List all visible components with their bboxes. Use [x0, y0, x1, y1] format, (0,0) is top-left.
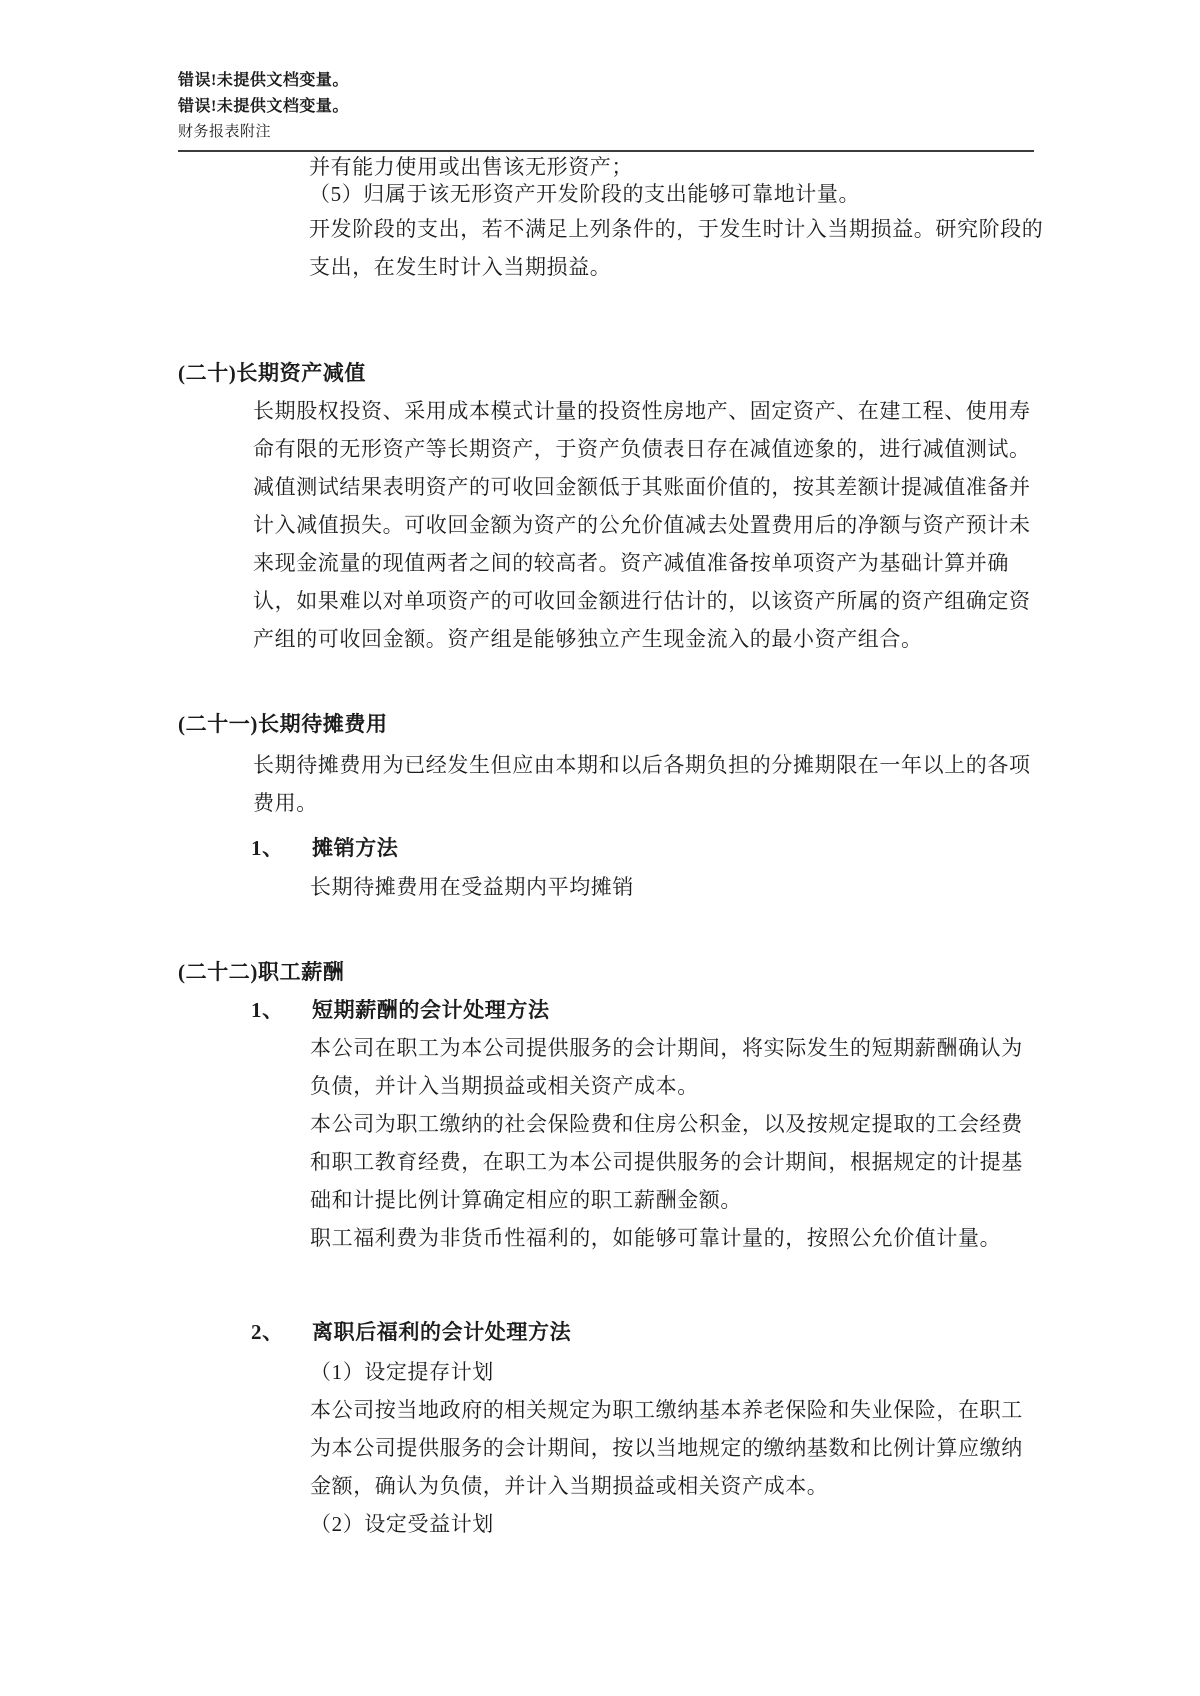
section-number: 2、: [251, 1320, 284, 1344]
paragraph: [178, 868, 1038, 906]
section-heading: [178, 953, 1038, 991]
paragraph-line: 金额，确认为负债，并计入当期损益或相关资产成本。: [310, 1474, 829, 1498]
paragraph-line: 产组的可收回金额。资产组是能够独立产生现金流入的最小资产组合。: [253, 627, 923, 651]
numbered-heading: [178, 1313, 1038, 1351]
section-number: 1、: [251, 836, 284, 860]
paragraph: [178, 1105, 1038, 1219]
header-error-line-2: 错误!未提供文档变量。: [178, 98, 349, 115]
section-title: 短期薪酬的会计处理方法: [312, 998, 550, 1022]
paragraph: [178, 746, 1038, 822]
header-rule: [178, 150, 1034, 152]
paragraph: [178, 392, 1038, 658]
paragraph: [178, 1353, 1038, 1391]
paragraph-line: 开发阶段的支出，若不满足上列条件的，于发生时计入当期损益。研究阶段的: [309, 217, 1044, 241]
section-title: 长期待摊费用: [258, 712, 388, 736]
header-doc-title: 财务报表附注: [178, 124, 272, 140]
paragraph: [178, 210, 1044, 286]
document-body: [178, 154, 1044, 1543]
paragraph-line: 支出，在发生时计入当期损益。: [309, 255, 612, 279]
paragraph-line: 长期待摊费用在受益期内平均摊销: [310, 875, 634, 899]
paragraph-line: 为本公司提供服务的会计期间，按以当地规定的缴纳基数和比例计算应缴纳: [310, 1436, 1023, 1460]
header-error-line-1: 错误!未提供文档变量。: [178, 72, 349, 89]
paragraph-line: 计入减值损失。可收回金额为资产的公允价值减去处置费用后的净额与资产预计未: [253, 513, 1031, 537]
section-number: (二十): [178, 361, 237, 385]
paragraph-line: 费用。: [253, 791, 318, 815]
paragraph-line: 和职工教育经费，在职工为本公司提供服务的会计期间，根据规定的计提基: [310, 1150, 1023, 1174]
paragraph-line: （2）设定受益计划: [310, 1512, 494, 1536]
page-header: [178, 68, 1038, 152]
paragraph-line: （1）设定提存计划: [310, 1360, 494, 1384]
section-number: (二十二): [178, 960, 258, 984]
numbered-heading: [178, 829, 1038, 867]
paragraph: [178, 1505, 1038, 1543]
paragraph-line: 本公司为职工缴纳的社会保险费和住房公积金，以及按规定提取的工会经费: [310, 1112, 1023, 1136]
section-title: 长期资产减值: [236, 361, 366, 385]
paragraph-line: 长期股权投资、采用成本模式计量的投资性房地产、固定资产、在建工程、使用寿: [253, 399, 1031, 423]
paragraph-line: 长期待摊费用为已经发生但应由本期和以后各期负担的分摊期限在一年以上的各项: [253, 753, 1031, 777]
paragraph-line: 减值测试结果表明资产的可收回金额低于其账面价值的，按其差额计提减值准备并: [253, 475, 1031, 499]
paragraph-line: 负债，并计入当期损益或相关资产成本。: [310, 1074, 699, 1098]
paragraph-line: 职工福利费为非货币性福利的，如能够可靠计量的，按照公允价值计量。: [310, 1226, 1002, 1250]
paragraph-line: 来现金流量的现值两者之间的较高者。资产减值准备按单项资产为基础计算并确: [253, 551, 1009, 575]
paragraph-line: 认，如果难以对单项资产的可收回金额进行估计的，以该资产所属的资产组确定资: [253, 589, 1031, 613]
section-heading: [178, 705, 1038, 743]
paragraph-line: 础和计提比例计算确定相应的职工薪酬金额。: [310, 1188, 742, 1212]
paragraph-line: （5）归属于该无形资产开发阶段的支出能够可靠地计量。: [309, 182, 861, 206]
section-title: 摊销方法: [312, 836, 399, 860]
paragraph-line: 命有限的无形资产等长期资产，于资产负债表日存在减值迹象的，进行减值测试。: [253, 437, 1031, 461]
paragraph-line: 本公司按当地政府的相关规定为职工缴纳基本养老保险和失业保险，在职工: [310, 1398, 1023, 1422]
section-number: (二十一): [178, 712, 258, 736]
paragraph: [178, 1029, 1038, 1105]
section-number: 1、: [251, 998, 284, 1022]
section-title: 职工薪酬: [258, 960, 345, 984]
section-title: 离职后福利的会计处理方法: [312, 1320, 572, 1344]
paragraph: [178, 1219, 1038, 1257]
paragraph: [178, 154, 1038, 208]
paragraph-line: 并有能力使用或出售该无形资产；: [309, 155, 633, 179]
paragraph-line: 本公司在职工为本公司提供服务的会计期间，将实际发生的短期薪酬确认为: [310, 1036, 1023, 1060]
paragraph: [178, 1391, 1038, 1505]
section-heading: [178, 354, 1038, 392]
numbered-heading: [178, 991, 1038, 1029]
